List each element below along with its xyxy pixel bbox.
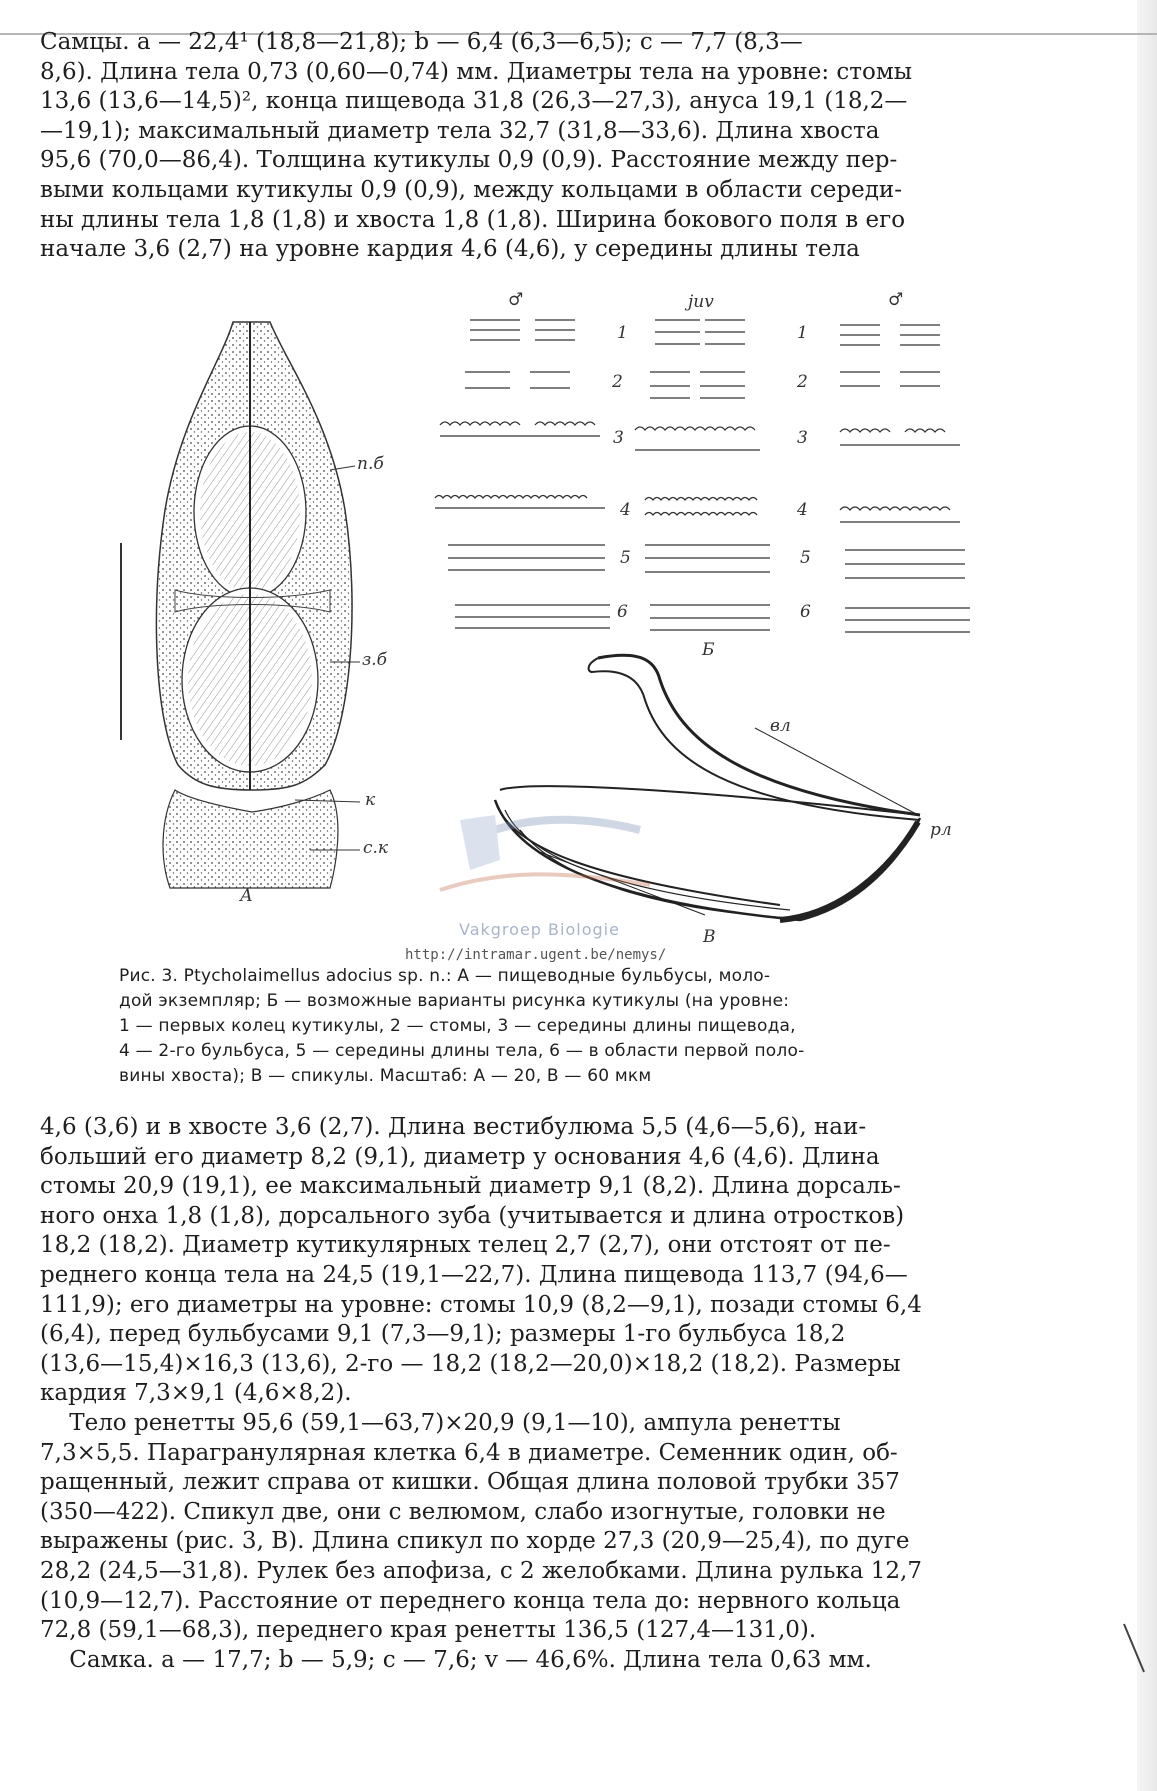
text-line: 18,2 (18,2). Диаметр кутикулярных телец 2,7 (2,7), они отстоят от пе- bbox=[40, 1232, 891, 1259]
text-line: начале 3,6 (2,7) на уровне кардия 4,6 (4,6), у середины длины тела bbox=[40, 236, 860, 263]
text-line: 95,6 (70,0—86,4). Толщина кутикулы 0,9 (0,9). Расстояние между пер- bbox=[40, 147, 898, 174]
row-number: 3 bbox=[613, 428, 624, 448]
label-ventral: вл bbox=[770, 716, 791, 736]
row-number: 2 bbox=[797, 372, 808, 392]
text-line: выми кольцами кутикулы 0,9 (0,9), между кольцами в области середи- bbox=[40, 176, 902, 203]
text-line: 13,6 (13,6—14,5)², конца пищевода 31,8 (26,3—27,3), ануса 19,1 (18,2— bbox=[40, 88, 908, 115]
label-juvenile: juv bbox=[688, 292, 714, 312]
paragraph-continued-measurements bbox=[40, 1113, 1080, 1675]
label-male-left: ♂ bbox=[508, 290, 524, 310]
text-line: Самцы. a — 22,4¹ (18,8—21,8); b — 6,4 (6,3—6,5); c — 7,7 (8,3— bbox=[40, 29, 803, 55]
panel-v-spicules bbox=[495, 655, 920, 920]
caption-line: Рис. 3. Ptycholaimellus adocius sp. n.: А — пищеводные бульбусы, моло- bbox=[119, 966, 771, 986]
panel-b-cuticle-patterns bbox=[435, 320, 970, 632]
text-line: (6,4), перед бульбусами 9,1 (7,3—9,1); размеры 1-го бульбуса 18,2 bbox=[40, 1321, 846, 1348]
figure-caption bbox=[119, 964, 999, 1089]
caption-line: 1 — первых колец кутикулы, 2 — стомы, 3 — середины длины пищевода, bbox=[119, 1016, 796, 1036]
watermark-logo bbox=[440, 815, 650, 890]
label-male-right: ♂ bbox=[888, 290, 904, 310]
caption-line: дой экземпляр; Б — возможные варианты рисунка кутикулы (на уровне: bbox=[119, 991, 790, 1011]
row-number: 5 bbox=[800, 548, 811, 568]
text-line: ного онха 1,8 (1,8), дорсального зуба (учитывается и длина отростков) bbox=[40, 1202, 905, 1229]
text-line: (10,9—12,7). Расстояние от переднего конца тела до: нервного кольца bbox=[40, 1587, 901, 1614]
text-line: 72,8 (59,1—68,3), переднего края ренетты 136,5 (127,4—131,0). bbox=[40, 1617, 817, 1644]
label-rear-bulb: з.б bbox=[362, 650, 388, 670]
text-line: —19,1); максимальный диаметр тела 32,7 (31,8—33,6). Длина хвоста bbox=[40, 117, 880, 144]
row-number: 1 bbox=[617, 323, 628, 343]
label-front-bulb: п.б bbox=[357, 454, 384, 474]
label-gut-cells: с.к bbox=[363, 838, 389, 858]
text-line: ны длины тела 1,8 (1,8) и хвоста 1,8 (1,8). Ширина бокового поля в его bbox=[40, 206, 906, 233]
text-line: выражены (рис. 3, В). Длина спикул по хорде 27,3 (20,9—25,4), по дуге bbox=[40, 1528, 910, 1555]
text-line: кардия 7,3×9,1 (4,6×8,2). bbox=[40, 1380, 352, 1407]
pencil-mark bbox=[1120, 1620, 1150, 1680]
text-line: Самка. a — 17,7; b — 5,9; c — 7,6; v — 46,6%. Длина тела 0,63 мм. bbox=[40, 1646, 872, 1673]
watermark-name: Vakgroep Biologie bbox=[459, 920, 620, 939]
text-line: стомы 20,9 (19,1), ее максимальный диаметр 9,1 (8,2). Длина дорсаль- bbox=[40, 1173, 901, 1200]
label-panel-a: А bbox=[240, 886, 253, 906]
label-panel-b: Б bbox=[702, 640, 715, 660]
watermark-url: http://intramar.ugent.be/nemys/ bbox=[405, 947, 667, 963]
row-number: 6 bbox=[617, 602, 628, 622]
panel-a-pharyngeal-bulbs bbox=[121, 322, 360, 888]
gut-cells bbox=[163, 790, 338, 888]
row-number: 5 bbox=[620, 548, 631, 568]
row-number: 6 bbox=[800, 602, 811, 622]
text-line: 28,2 (24,5—31,8). Рулек без апофиза, с 2 желобками. Длина рулька 12,7 bbox=[40, 1557, 922, 1584]
text-line: (13,6—15,4)×16,3 (13,6), 2-го — 18,2 (18,2—20,0)×18,2 (18,2). Размеры bbox=[40, 1350, 901, 1377]
text-line: больший его диаметр 8,2 (9,1), диаметр у основания 4,6 (4,6). Длина bbox=[40, 1143, 880, 1170]
caption-line: 4 — 2-го бульбуса, 5 — середины длины тела, 6 — в области первой поло- bbox=[119, 1041, 805, 1061]
text-line: 7,3×5,5. Парагранулярная клетка 6,4 в диаметре. Семенник один, об- bbox=[40, 1439, 898, 1466]
text-line: ращенный, лежит справа от кишки. Общая длина половой трубки 357 bbox=[40, 1469, 900, 1496]
text-line: 111,9); его диаметры на уровне: стомы 10,9 (8,2—9,1), позади стомы 6,4 bbox=[40, 1291, 922, 1318]
text-line: реднего конца тела на 24,5 (19,1—22,7). Длина пищевода 113,7 (94,6— bbox=[40, 1261, 908, 1288]
row-number: 4 bbox=[620, 500, 631, 520]
row-number: 2 bbox=[612, 372, 623, 392]
text-line: 4,6 (3,6) и в хвосте 3,6 (2,7). Длина вестибулюма 5,5 (4,6—5,6), наи- bbox=[40, 1114, 867, 1140]
label-dorsal: рл bbox=[930, 820, 952, 840]
text-line: 8,6). Длина тела 0,73 (0,60—0,74) мм. Диаметры тела на уровне: стомы bbox=[40, 58, 913, 85]
text-line: (350—422). Спикул две, они с велюмом, слабо изогнутые, головки не bbox=[40, 1498, 886, 1525]
row-number: 4 bbox=[797, 500, 808, 520]
caption-line: вины хвоста); В — спикулы. Масштаб: А — 20, В — 60 мкм bbox=[119, 1066, 652, 1086]
label-cardia: к bbox=[365, 790, 376, 810]
label-panel-v: В bbox=[703, 927, 716, 947]
row-number: 1 bbox=[797, 323, 808, 343]
text-line: Тело ренетты 95,6 (59,1—63,7)×20,9 (9,1—10), ампула ренетты bbox=[40, 1409, 841, 1436]
row-number: 3 bbox=[797, 428, 808, 448]
